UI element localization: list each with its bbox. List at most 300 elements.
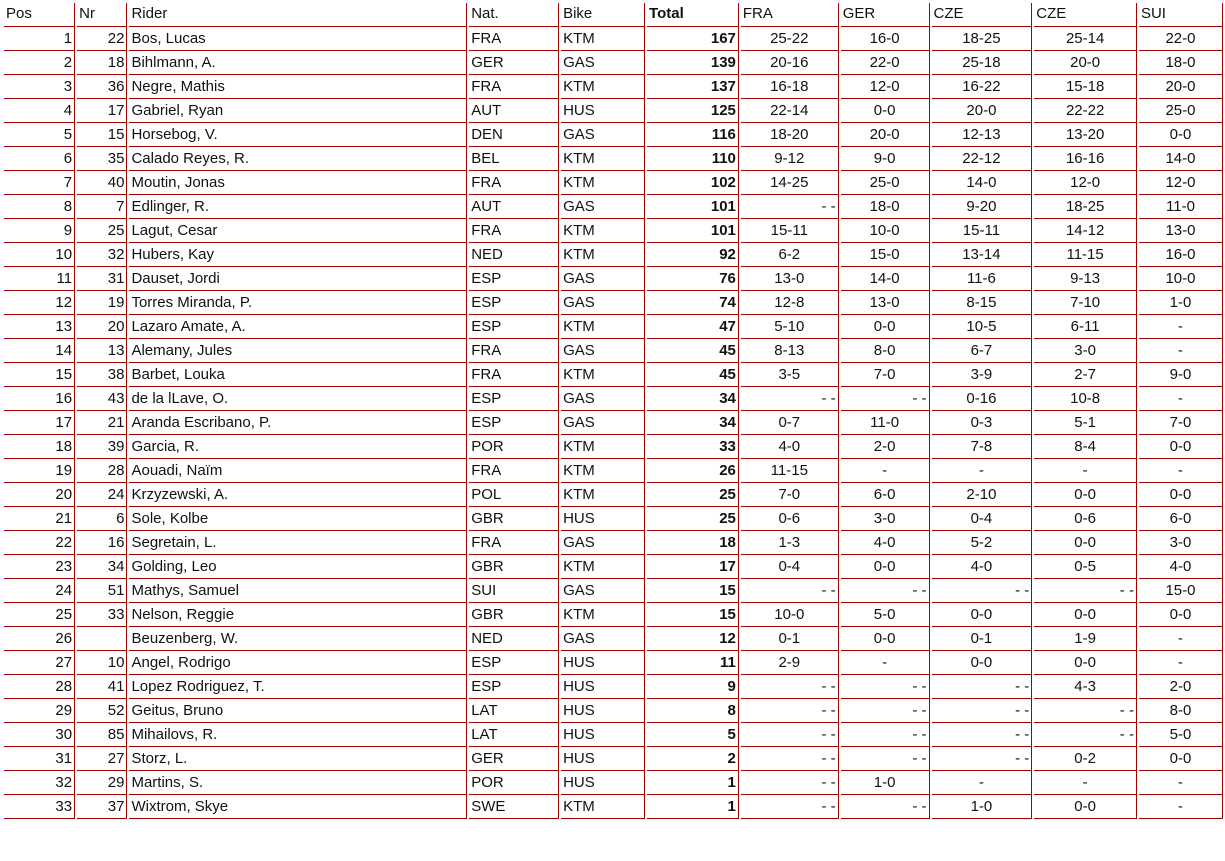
table-row: [4, 75, 1223, 99]
table-row: [4, 435, 1223, 459]
total-cell: 1: [647, 771, 739, 795]
race-result-cell: - -: [741, 699, 839, 723]
race-result-cell: 6-11: [1034, 315, 1137, 339]
bike-cell: KTM: [561, 603, 645, 627]
race-result-cell: 0-6: [741, 507, 839, 531]
number-cell: 24: [77, 483, 127, 507]
number-cell: 33: [77, 603, 127, 627]
race-result-cell: 3-0: [1034, 339, 1137, 363]
rider-cell: Horsebog, V.: [129, 123, 467, 147]
rider-cell: Mihailovs, R.: [129, 723, 467, 747]
race-result-cell: 6-7: [932, 339, 1033, 363]
header-race-2: GER: [841, 3, 930, 27]
race-result-cell: 5-0: [1139, 723, 1223, 747]
position-cell: 4: [4, 99, 75, 123]
position-cell: 25: [4, 603, 75, 627]
table-row: [4, 51, 1223, 75]
total-cell: 11: [647, 651, 739, 675]
nationality-cell: GER: [469, 747, 559, 771]
nationality-cell: LAT: [469, 723, 559, 747]
race-result-cell: - -: [932, 723, 1033, 747]
bike-cell: GAS: [561, 291, 645, 315]
race-result-cell: 15-18: [1034, 75, 1137, 99]
table-row: [4, 555, 1223, 579]
race-result-cell: 14-0: [841, 267, 930, 291]
bike-cell: KTM: [561, 219, 645, 243]
position-cell: 20: [4, 483, 75, 507]
position-cell: 30: [4, 723, 75, 747]
total-cell: 1: [647, 795, 739, 819]
race-result-cell: 1-0: [1139, 291, 1223, 315]
bike-cell: KTM: [561, 435, 645, 459]
rider-cell: Alemany, Jules: [129, 339, 467, 363]
race-result-cell: 9-12: [741, 147, 839, 171]
race-result-cell: 11-0: [1139, 195, 1223, 219]
table-row: [4, 675, 1223, 699]
total-cell: 92: [647, 243, 739, 267]
number-cell: 36: [77, 75, 127, 99]
position-cell: 22: [4, 531, 75, 555]
race-result-cell: 10-0: [1139, 267, 1223, 291]
table-row: [4, 771, 1223, 795]
nationality-cell: GBR: [469, 507, 559, 531]
rider-cell: Storz, L.: [129, 747, 467, 771]
bike-cell: HUS: [561, 675, 645, 699]
number-cell: 18: [77, 51, 127, 75]
nationality-cell: ESP: [469, 267, 559, 291]
race-result-cell: 5-1: [1034, 411, 1137, 435]
table-row: [4, 411, 1223, 435]
position-cell: 29: [4, 699, 75, 723]
bike-cell: KTM: [561, 315, 645, 339]
race-result-cell: 0-0: [1139, 747, 1223, 771]
race-result-cell: 0-1: [932, 627, 1033, 651]
number-cell: [77, 627, 127, 651]
race-result-cell: 22-0: [1139, 27, 1223, 51]
rider-cell: Wixtrom, Skye: [129, 795, 467, 819]
number-cell: 15: [77, 123, 127, 147]
number-cell: 19: [77, 291, 127, 315]
table-row: [4, 603, 1223, 627]
race-result-cell: 18-25: [1034, 195, 1137, 219]
number-cell: 7: [77, 195, 127, 219]
rider-cell: Barbet, Louka: [129, 363, 467, 387]
position-cell: 6: [4, 147, 75, 171]
race-result-cell: - -: [841, 723, 930, 747]
number-cell: 29: [77, 771, 127, 795]
total-cell: 45: [647, 363, 739, 387]
race-result-cell: 7-0: [1139, 411, 1223, 435]
race-result-cell: 8-15: [932, 291, 1033, 315]
race-result-cell: 12-13: [932, 123, 1033, 147]
bike-cell: GAS: [561, 51, 645, 75]
race-result-cell: 0-0: [1034, 651, 1137, 675]
number-cell: 43: [77, 387, 127, 411]
race-result-cell: 5-2: [932, 531, 1033, 555]
race-result-cell: 9-13: [1034, 267, 1137, 291]
rider-cell: Lagut, Cesar: [129, 219, 467, 243]
bike-cell: HUS: [561, 507, 645, 531]
race-result-cell: 0-0: [1034, 531, 1137, 555]
race-result-cell: - -: [741, 195, 839, 219]
number-cell: 31: [77, 267, 127, 291]
race-result-cell: 10-0: [741, 603, 839, 627]
race-result-cell: 14-25: [741, 171, 839, 195]
race-result-cell: 25-0: [1139, 99, 1223, 123]
number-cell: 25: [77, 219, 127, 243]
race-result-cell: 12-0: [841, 75, 930, 99]
bike-cell: HUS: [561, 651, 645, 675]
race-result-cell: -: [1139, 315, 1223, 339]
race-result-cell: 2-9: [741, 651, 839, 675]
race-result-cell: 25-14: [1034, 27, 1137, 51]
total-cell: 45: [647, 339, 739, 363]
total-cell: 116: [647, 123, 739, 147]
race-result-cell: - -: [841, 387, 930, 411]
position-cell: 2: [4, 51, 75, 75]
table-row: [4, 219, 1223, 243]
position-cell: 33: [4, 795, 75, 819]
number-cell: 22: [77, 27, 127, 51]
number-cell: 27: [77, 747, 127, 771]
race-result-cell: 0-5: [1034, 555, 1137, 579]
rider-cell: Golding, Leo: [129, 555, 467, 579]
bike-cell: GAS: [561, 195, 645, 219]
race-result-cell: 7-8: [932, 435, 1033, 459]
race-result-cell: 0-3: [932, 411, 1033, 435]
bike-cell: KTM: [561, 483, 645, 507]
race-result-cell: 25-22: [741, 27, 839, 51]
table-row: [4, 99, 1223, 123]
race-result-cell: 1-3: [741, 531, 839, 555]
header-race-3: CZE: [932, 3, 1033, 27]
number-cell: 13: [77, 339, 127, 363]
bike-cell: HUS: [561, 99, 645, 123]
race-result-cell: -: [841, 459, 930, 483]
total-cell: 2: [647, 747, 739, 771]
race-result-cell: 11-15: [741, 459, 839, 483]
nationality-cell: DEN: [469, 123, 559, 147]
table-row: [4, 363, 1223, 387]
race-result-cell: 22-12: [932, 147, 1033, 171]
race-result-cell: 3-9: [932, 363, 1033, 387]
nationality-cell: FRA: [469, 459, 559, 483]
position-cell: 15: [4, 363, 75, 387]
race-result-cell: 16-0: [841, 27, 930, 51]
bike-cell: GAS: [561, 123, 645, 147]
number-cell: 41: [77, 675, 127, 699]
position-cell: 7: [4, 171, 75, 195]
total-cell: 167: [647, 27, 739, 51]
race-result-cell: 8-13: [741, 339, 839, 363]
nationality-cell: NED: [469, 627, 559, 651]
rider-cell: Gabriel, Ryan: [129, 99, 467, 123]
rider-cell: Torres Miranda, P.: [129, 291, 467, 315]
total-cell: 25: [647, 483, 739, 507]
race-result-cell: 1-0: [841, 771, 930, 795]
number-cell: 17: [77, 99, 127, 123]
bike-cell: GAS: [561, 579, 645, 603]
position-cell: 8: [4, 195, 75, 219]
race-result-cell: 0-0: [841, 555, 930, 579]
position-cell: 9: [4, 219, 75, 243]
race-result-cell: 22-0: [841, 51, 930, 75]
number-cell: 16: [77, 531, 127, 555]
race-result-cell: 0-2: [1034, 747, 1137, 771]
race-result-cell: -: [932, 771, 1033, 795]
rider-cell: Hubers, Kay: [129, 243, 467, 267]
race-result-cell: 16-18: [741, 75, 839, 99]
race-result-cell: - -: [841, 579, 930, 603]
nationality-cell: FRA: [469, 531, 559, 555]
total-cell: 76: [647, 267, 739, 291]
header-race-1: FRA: [741, 3, 839, 27]
nationality-cell: ESP: [469, 675, 559, 699]
total-cell: 101: [647, 195, 739, 219]
race-result-cell: -: [1139, 459, 1223, 483]
race-result-cell: - -: [932, 579, 1033, 603]
rider-cell: Aouadi, Naïm: [129, 459, 467, 483]
table-row: [4, 339, 1223, 363]
table-row: [4, 171, 1223, 195]
bike-cell: HUS: [561, 699, 645, 723]
total-cell: 18: [647, 531, 739, 555]
race-result-cell: - -: [1034, 699, 1137, 723]
total-cell: 125: [647, 99, 739, 123]
race-result-cell: - -: [932, 699, 1033, 723]
race-result-cell: -: [841, 651, 930, 675]
race-result-cell: 20-16: [741, 51, 839, 75]
position-cell: 32: [4, 771, 75, 795]
race-result-cell: -: [1139, 339, 1223, 363]
race-result-cell: 8-4: [1034, 435, 1137, 459]
race-result-cell: 11-0: [841, 411, 930, 435]
position-cell: 23: [4, 555, 75, 579]
bike-cell: HUS: [561, 747, 645, 771]
race-result-cell: -: [1139, 387, 1223, 411]
race-result-cell: 5-0: [841, 603, 930, 627]
nationality-cell: BEL: [469, 147, 559, 171]
position-cell: 18: [4, 435, 75, 459]
standings-table: [2, 3, 1225, 819]
total-cell: 25: [647, 507, 739, 531]
table-row: [4, 699, 1223, 723]
race-result-cell: 4-0: [741, 435, 839, 459]
race-result-cell: 25-0: [841, 171, 930, 195]
table-row: [4, 579, 1223, 603]
race-result-cell: - -: [841, 675, 930, 699]
race-result-cell: 4-3: [1034, 675, 1137, 699]
bike-cell: KTM: [561, 243, 645, 267]
race-result-cell: - -: [741, 771, 839, 795]
race-result-cell: 14-12: [1034, 219, 1137, 243]
race-result-cell: 4-0: [932, 555, 1033, 579]
header-nr: Nr: [77, 3, 127, 27]
bike-cell: KTM: [561, 459, 645, 483]
race-result-cell: - -: [741, 795, 839, 819]
bike-cell: HUS: [561, 723, 645, 747]
total-cell: 26: [647, 459, 739, 483]
rider-cell: Sole, Kolbe: [129, 507, 467, 531]
rider-cell: Geitus, Bruno: [129, 699, 467, 723]
race-result-cell: 0-0: [841, 99, 930, 123]
race-result-cell: 16-22: [932, 75, 1033, 99]
number-cell: 32: [77, 243, 127, 267]
position-cell: 3: [4, 75, 75, 99]
race-result-cell: - -: [741, 387, 839, 411]
nationality-cell: GER: [469, 51, 559, 75]
total-cell: 5: [647, 723, 739, 747]
race-result-cell: 0-0: [1034, 795, 1137, 819]
race-result-cell: -: [932, 459, 1033, 483]
race-result-cell: 25-18: [932, 51, 1033, 75]
rider-cell: Martins, S.: [129, 771, 467, 795]
nationality-cell: NED: [469, 243, 559, 267]
race-result-cell: 3-0: [841, 507, 930, 531]
race-result-cell: 8-0: [1139, 699, 1223, 723]
race-result-cell: 0-7: [741, 411, 839, 435]
bike-cell: KTM: [561, 555, 645, 579]
bike-cell: KTM: [561, 75, 645, 99]
rider-cell: Aranda Escribano, P.: [129, 411, 467, 435]
bike-cell: GAS: [561, 531, 645, 555]
number-cell: 35: [77, 147, 127, 171]
race-result-cell: 20-0: [1034, 51, 1137, 75]
race-result-cell: 18-25: [932, 27, 1033, 51]
race-result-cell: 2-0: [841, 435, 930, 459]
rider-cell: Bos, Lucas: [129, 27, 467, 51]
rider-cell: Calado Reyes, R.: [129, 147, 467, 171]
nationality-cell: POL: [469, 483, 559, 507]
total-cell: 8: [647, 699, 739, 723]
nationality-cell: FRA: [469, 339, 559, 363]
position-cell: 1: [4, 27, 75, 51]
race-result-cell: - -: [1034, 723, 1137, 747]
race-result-cell: 6-2: [741, 243, 839, 267]
race-result-cell: - -: [841, 699, 930, 723]
race-result-cell: -: [1139, 795, 1223, 819]
header-pos: Pos: [4, 3, 75, 27]
total-cell: 139: [647, 51, 739, 75]
race-result-cell: - -: [841, 795, 930, 819]
race-result-cell: 3-0: [1139, 531, 1223, 555]
position-cell: 27: [4, 651, 75, 675]
race-result-cell: 4-0: [841, 531, 930, 555]
race-result-cell: 1-9: [1034, 627, 1137, 651]
position-cell: 10: [4, 243, 75, 267]
race-result-cell: 2-0: [1139, 675, 1223, 699]
total-cell: 110: [647, 147, 739, 171]
race-result-cell: - -: [741, 723, 839, 747]
race-result-cell: 0-0: [932, 603, 1033, 627]
bike-cell: KTM: [561, 171, 645, 195]
rider-cell: Beuzenberg, W.: [129, 627, 467, 651]
position-cell: 17: [4, 411, 75, 435]
number-cell: 37: [77, 795, 127, 819]
header-total: Total: [647, 3, 739, 27]
race-result-cell: 13-0: [1139, 219, 1223, 243]
number-cell: 51: [77, 579, 127, 603]
table-row: [4, 459, 1223, 483]
table-row: [4, 267, 1223, 291]
nationality-cell: AUT: [469, 99, 559, 123]
bike-cell: KTM: [561, 27, 645, 51]
race-result-cell: 6-0: [1139, 507, 1223, 531]
race-result-cell: 0-4: [741, 555, 839, 579]
rider-cell: Segretain, L.: [129, 531, 467, 555]
race-result-cell: 0-0: [932, 651, 1033, 675]
position-cell: 21: [4, 507, 75, 531]
race-result-cell: 13-0: [741, 267, 839, 291]
race-result-cell: 6-0: [841, 483, 930, 507]
race-result-cell: 0-0: [841, 627, 930, 651]
race-result-cell: 0-0: [1139, 483, 1223, 507]
header-nat: Nat.: [469, 3, 559, 27]
nationality-cell: AUT: [469, 195, 559, 219]
table-row: [4, 243, 1223, 267]
bike-cell: GAS: [561, 339, 645, 363]
race-result-cell: 15-0: [1139, 579, 1223, 603]
rider-cell: Lazaro Amate, A.: [129, 315, 467, 339]
race-result-cell: 20-0: [841, 123, 930, 147]
number-cell: 34: [77, 555, 127, 579]
race-result-cell: 22-22: [1034, 99, 1137, 123]
rider-cell: Angel, Rodrigo: [129, 651, 467, 675]
number-cell: 38: [77, 363, 127, 387]
race-result-cell: 0-4: [932, 507, 1033, 531]
total-cell: 33: [647, 435, 739, 459]
race-result-cell: 4-0: [1139, 555, 1223, 579]
race-result-cell: 8-0: [841, 339, 930, 363]
header-row: [4, 3, 1223, 27]
race-result-cell: 15-11: [741, 219, 839, 243]
nationality-cell: GBR: [469, 603, 559, 627]
nationality-cell: FRA: [469, 27, 559, 51]
table-row: [4, 651, 1223, 675]
race-result-cell: 2-7: [1034, 363, 1137, 387]
race-result-cell: 9-20: [932, 195, 1033, 219]
rider-cell: Krzyzewski, A.: [129, 483, 467, 507]
nationality-cell: POR: [469, 771, 559, 795]
race-result-cell: - -: [932, 675, 1033, 699]
nationality-cell: FRA: [469, 75, 559, 99]
bike-cell: KTM: [561, 795, 645, 819]
rider-cell: de la lLave, O.: [129, 387, 467, 411]
position-cell: 5: [4, 123, 75, 147]
race-result-cell: 10-5: [932, 315, 1033, 339]
number-cell: 40: [77, 171, 127, 195]
position-cell: 12: [4, 291, 75, 315]
position-cell: 31: [4, 747, 75, 771]
nationality-cell: ESP: [469, 315, 559, 339]
table-row: [4, 723, 1223, 747]
total-cell: 34: [647, 387, 739, 411]
total-cell: 15: [647, 579, 739, 603]
rider-cell: Moutin, Jonas: [129, 171, 467, 195]
race-result-cell: 16-16: [1034, 147, 1137, 171]
race-result-cell: 9-0: [841, 147, 930, 171]
race-result-cell: -: [1139, 651, 1223, 675]
race-result-cell: 13-14: [932, 243, 1033, 267]
table-row: [4, 747, 1223, 771]
total-cell: 15: [647, 603, 739, 627]
race-result-cell: 0-0: [841, 315, 930, 339]
race-result-cell: 5-10: [741, 315, 839, 339]
position-cell: 19: [4, 459, 75, 483]
race-result-cell: 13-20: [1034, 123, 1137, 147]
total-cell: 17: [647, 555, 739, 579]
bike-cell: HUS: [561, 771, 645, 795]
